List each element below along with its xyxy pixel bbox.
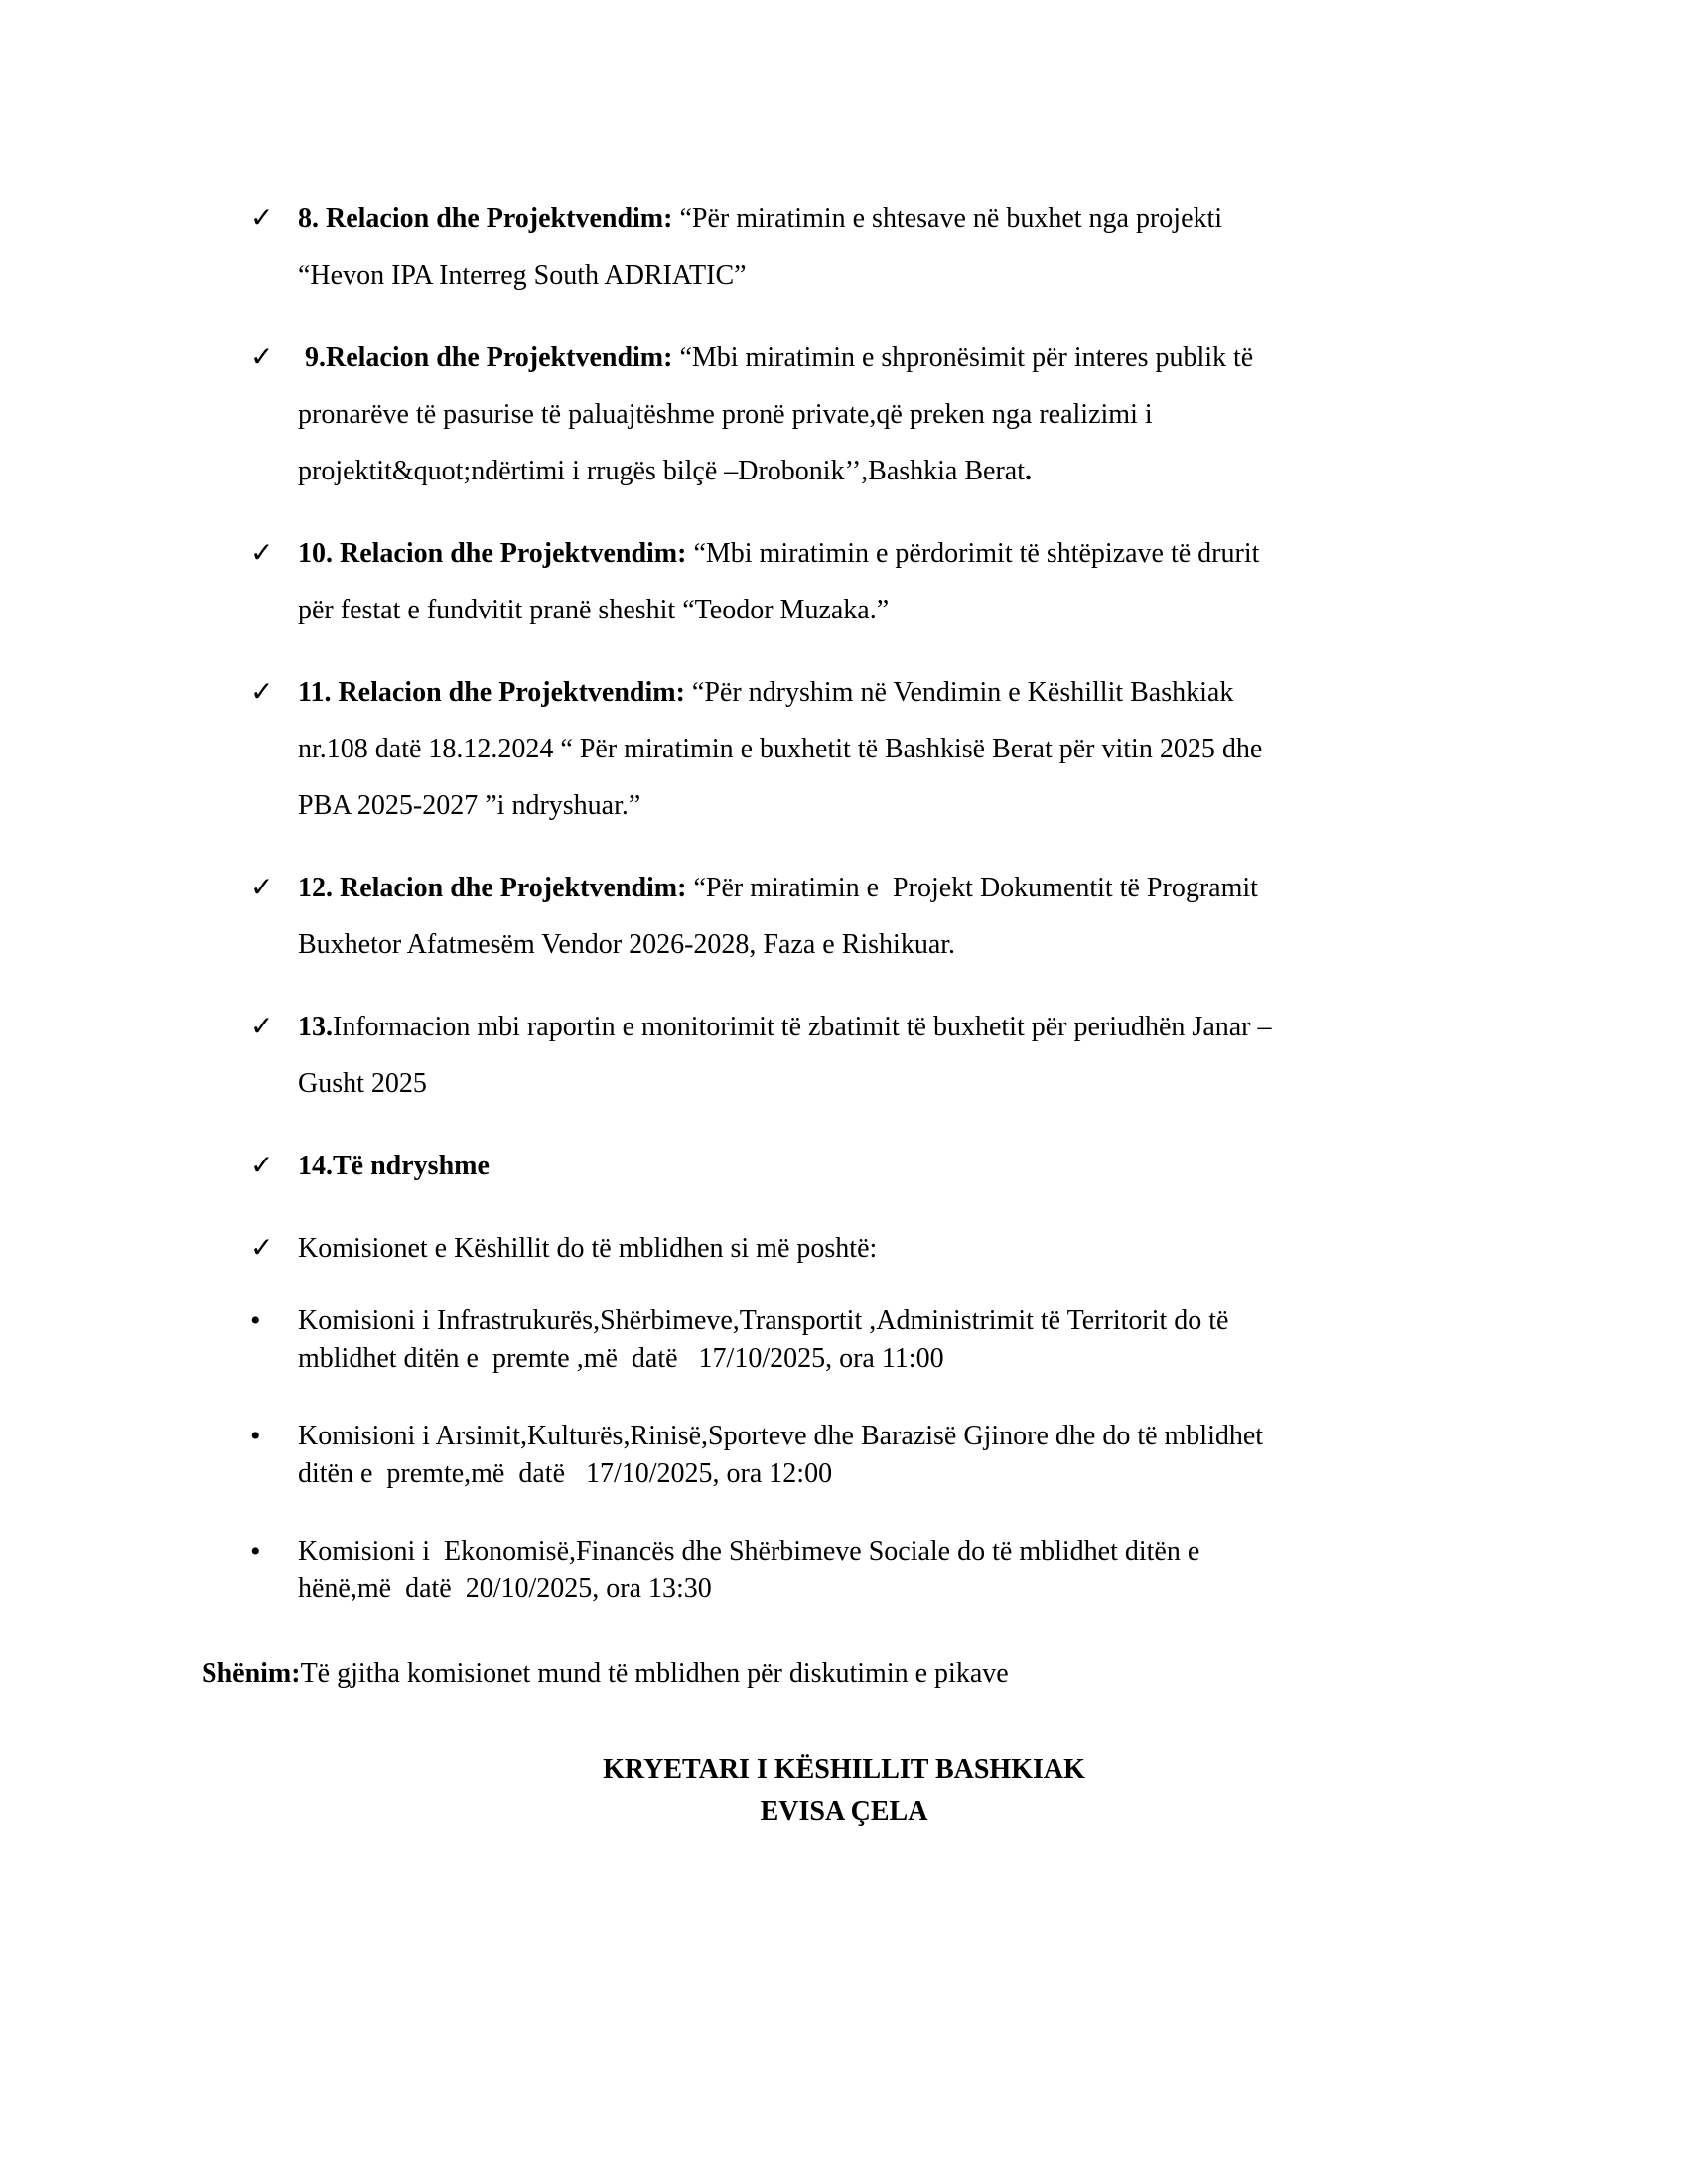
text-line (298, 1570, 1199, 1608)
text-segment: 14.Të ndryshme (298, 1151, 490, 1181)
text-segment: PBA 2025-2027 ”i ndryshuar.” (298, 790, 641, 821)
signature-title: KRYETARI I KËSHILLIT BASHKIAK (603, 1754, 1085, 1785)
checkmark-icon: ✓ (250, 342, 274, 373)
agenda-item-text (298, 330, 1253, 499)
text-line (298, 1138, 490, 1194)
signature-name: EVISA ÇELA (760, 1796, 928, 1827)
text-line (298, 330, 1253, 386)
agenda-item (202, 330, 1486, 499)
text-segment: mblidhet ditën e premte ,më datë 17/10/2025, ora 11:00 (298, 1343, 944, 1374)
text-segment: 9.Relacion dhe Projektvendim: (298, 342, 680, 373)
text-segment: 8. Relacion dhe Projektvendim: (298, 204, 680, 234)
text-line (298, 247, 1222, 304)
text-segment: “Për miratimin e shtesave në buxhet nga projekti (679, 204, 1223, 234)
text-line (298, 386, 1253, 443)
text-line (298, 1055, 1272, 1112)
checkmark-icon: ✓ (250, 1151, 274, 1181)
text-segment: 10. Relacion dhe Projektvendim: (298, 538, 694, 569)
text-line (298, 721, 1262, 777)
checkmark-icon: ✓ (250, 204, 274, 234)
text-segment: projektit&quot;ndërtimi i rrugës bilçë –Drobonik’’,Bashkia Berat (298, 456, 1025, 486)
checkmark-icon: ✓ (250, 677, 274, 708)
text-line (298, 999, 1272, 1055)
agenda-item-text (298, 1138, 490, 1194)
text-segment: 12. Relacion dhe Projektvendim: (298, 873, 694, 903)
agenda-item (202, 664, 1486, 834)
text-segment: nr.108 datë 18.12.2024 “ Për miratimin e buxhetit të Bashkisë Berat për vitin 2025 dhe (298, 734, 1263, 764)
text-segment: “Mbi miratimin e përdorimit të shtëpizave të drurit (693, 538, 1260, 569)
text-segment: “Mbi miratimin e shpronësimit për interes publik të (679, 342, 1254, 373)
text-line (298, 191, 1222, 247)
text-segment: Gusht 2025 (298, 1068, 427, 1099)
text-segment: Komisioni i Arsimit,Kulturës,Rinisë,Sporteve dhe Barazisë Gjinore dhe do të mblidhet (298, 1421, 1264, 1451)
agenda-item (202, 1302, 1486, 1378)
text-segment: për festat e fundvitit pranë sheshit “Teodor Muzaka.” (298, 595, 890, 625)
text-segment: Komisioni i Infrastrukurës,Shërbimeve,Transportit ,Administrimit të Territorit do të (298, 1305, 1229, 1336)
text-line (298, 916, 1258, 973)
text-segment: “Për miratimin e Projekt Dokumentit të Programit (693, 873, 1258, 903)
agenda-item-text (298, 1220, 877, 1277)
note-label: Shënim: (202, 1658, 301, 1689)
agenda-item-text (298, 1418, 1263, 1493)
text-segment: 11. Relacion dhe Projektvendim: (298, 677, 692, 708)
agenda-item-text (298, 1302, 1228, 1378)
agenda-item (202, 860, 1486, 973)
checkmark-icon: ✓ (250, 1012, 274, 1042)
text-segment: “Hevon IPA Interreg South ADRIATIC” (298, 260, 747, 291)
agenda-list (202, 191, 1486, 1608)
text-line (298, 1418, 1263, 1455)
agenda-item-text (298, 191, 1222, 304)
checkmark-icon: ✓ (250, 1233, 274, 1264)
text-segment: “Për ndryshim në Vendimin e Këshillit Bashkiak (691, 677, 1234, 708)
agenda-item (202, 1138, 1486, 1194)
text-line (298, 1220, 877, 1277)
text-line (298, 664, 1262, 721)
agenda-item-text (298, 999, 1272, 1112)
checkmark-icon: ✓ (250, 873, 274, 903)
agenda-item (202, 1220, 1486, 1277)
checkmark-icon: ✓ (250, 538, 274, 569)
agenda-item (202, 999, 1486, 1112)
text-line (298, 777, 1262, 834)
text-line (298, 860, 1258, 916)
text-line (298, 1340, 1228, 1378)
agenda-item-text (298, 1533, 1199, 1608)
text-segment: . (1024, 456, 1032, 486)
text-segment: hënë,më datë 20/10/2025, ora 13:30 (298, 1573, 712, 1604)
text-segment: Komisioni i Ekonomisë,Financës dhe Shërbimeve Sociale do të mblidhet ditën e (298, 1536, 1200, 1567)
text-line (298, 1533, 1199, 1570)
text-line (298, 1302, 1228, 1340)
text-line (298, 443, 1253, 499)
bullet-icon: • (250, 1420, 261, 1452)
agenda-item-text (298, 525, 1259, 638)
text-segment: Informacion mbi raportin e monitorimit të zbatimit të buxhetit për periudhën Janar – (333, 1012, 1272, 1042)
text-segment: Buxhetor Afatmesëm Vendor 2026-2028, Faza e Rishikuar. (298, 929, 956, 960)
text-line (298, 1455, 1263, 1493)
text-line (298, 582, 1259, 638)
signature-block (202, 1749, 1486, 1833)
text-line (298, 525, 1259, 582)
text-segment: ditën e premte,më datë 17/10/2025, ora 12:00 (298, 1458, 833, 1489)
agenda-item-text (298, 664, 1262, 834)
text-segment: pronarëve të pasurise të paluajtëshme pronë private,që preken nga realizimi i (298, 399, 1153, 430)
note-paragraph (202, 1654, 1486, 1694)
agenda-item-text (298, 860, 1258, 973)
text-segment: 13. (298, 1012, 333, 1042)
agenda-item (202, 191, 1486, 304)
bullet-icon: • (250, 1535, 261, 1568)
agenda-item (202, 1418, 1486, 1493)
agenda-item (202, 525, 1486, 638)
note-text: Të gjitha komisionet mund të mblidhen për diskutimin e pikave (300, 1658, 1009, 1689)
agenda-item (202, 1533, 1486, 1608)
text-segment: Komisionet e Këshillit do të mblidhen si më poshtë: (298, 1233, 878, 1264)
bullet-icon: • (250, 1304, 261, 1337)
